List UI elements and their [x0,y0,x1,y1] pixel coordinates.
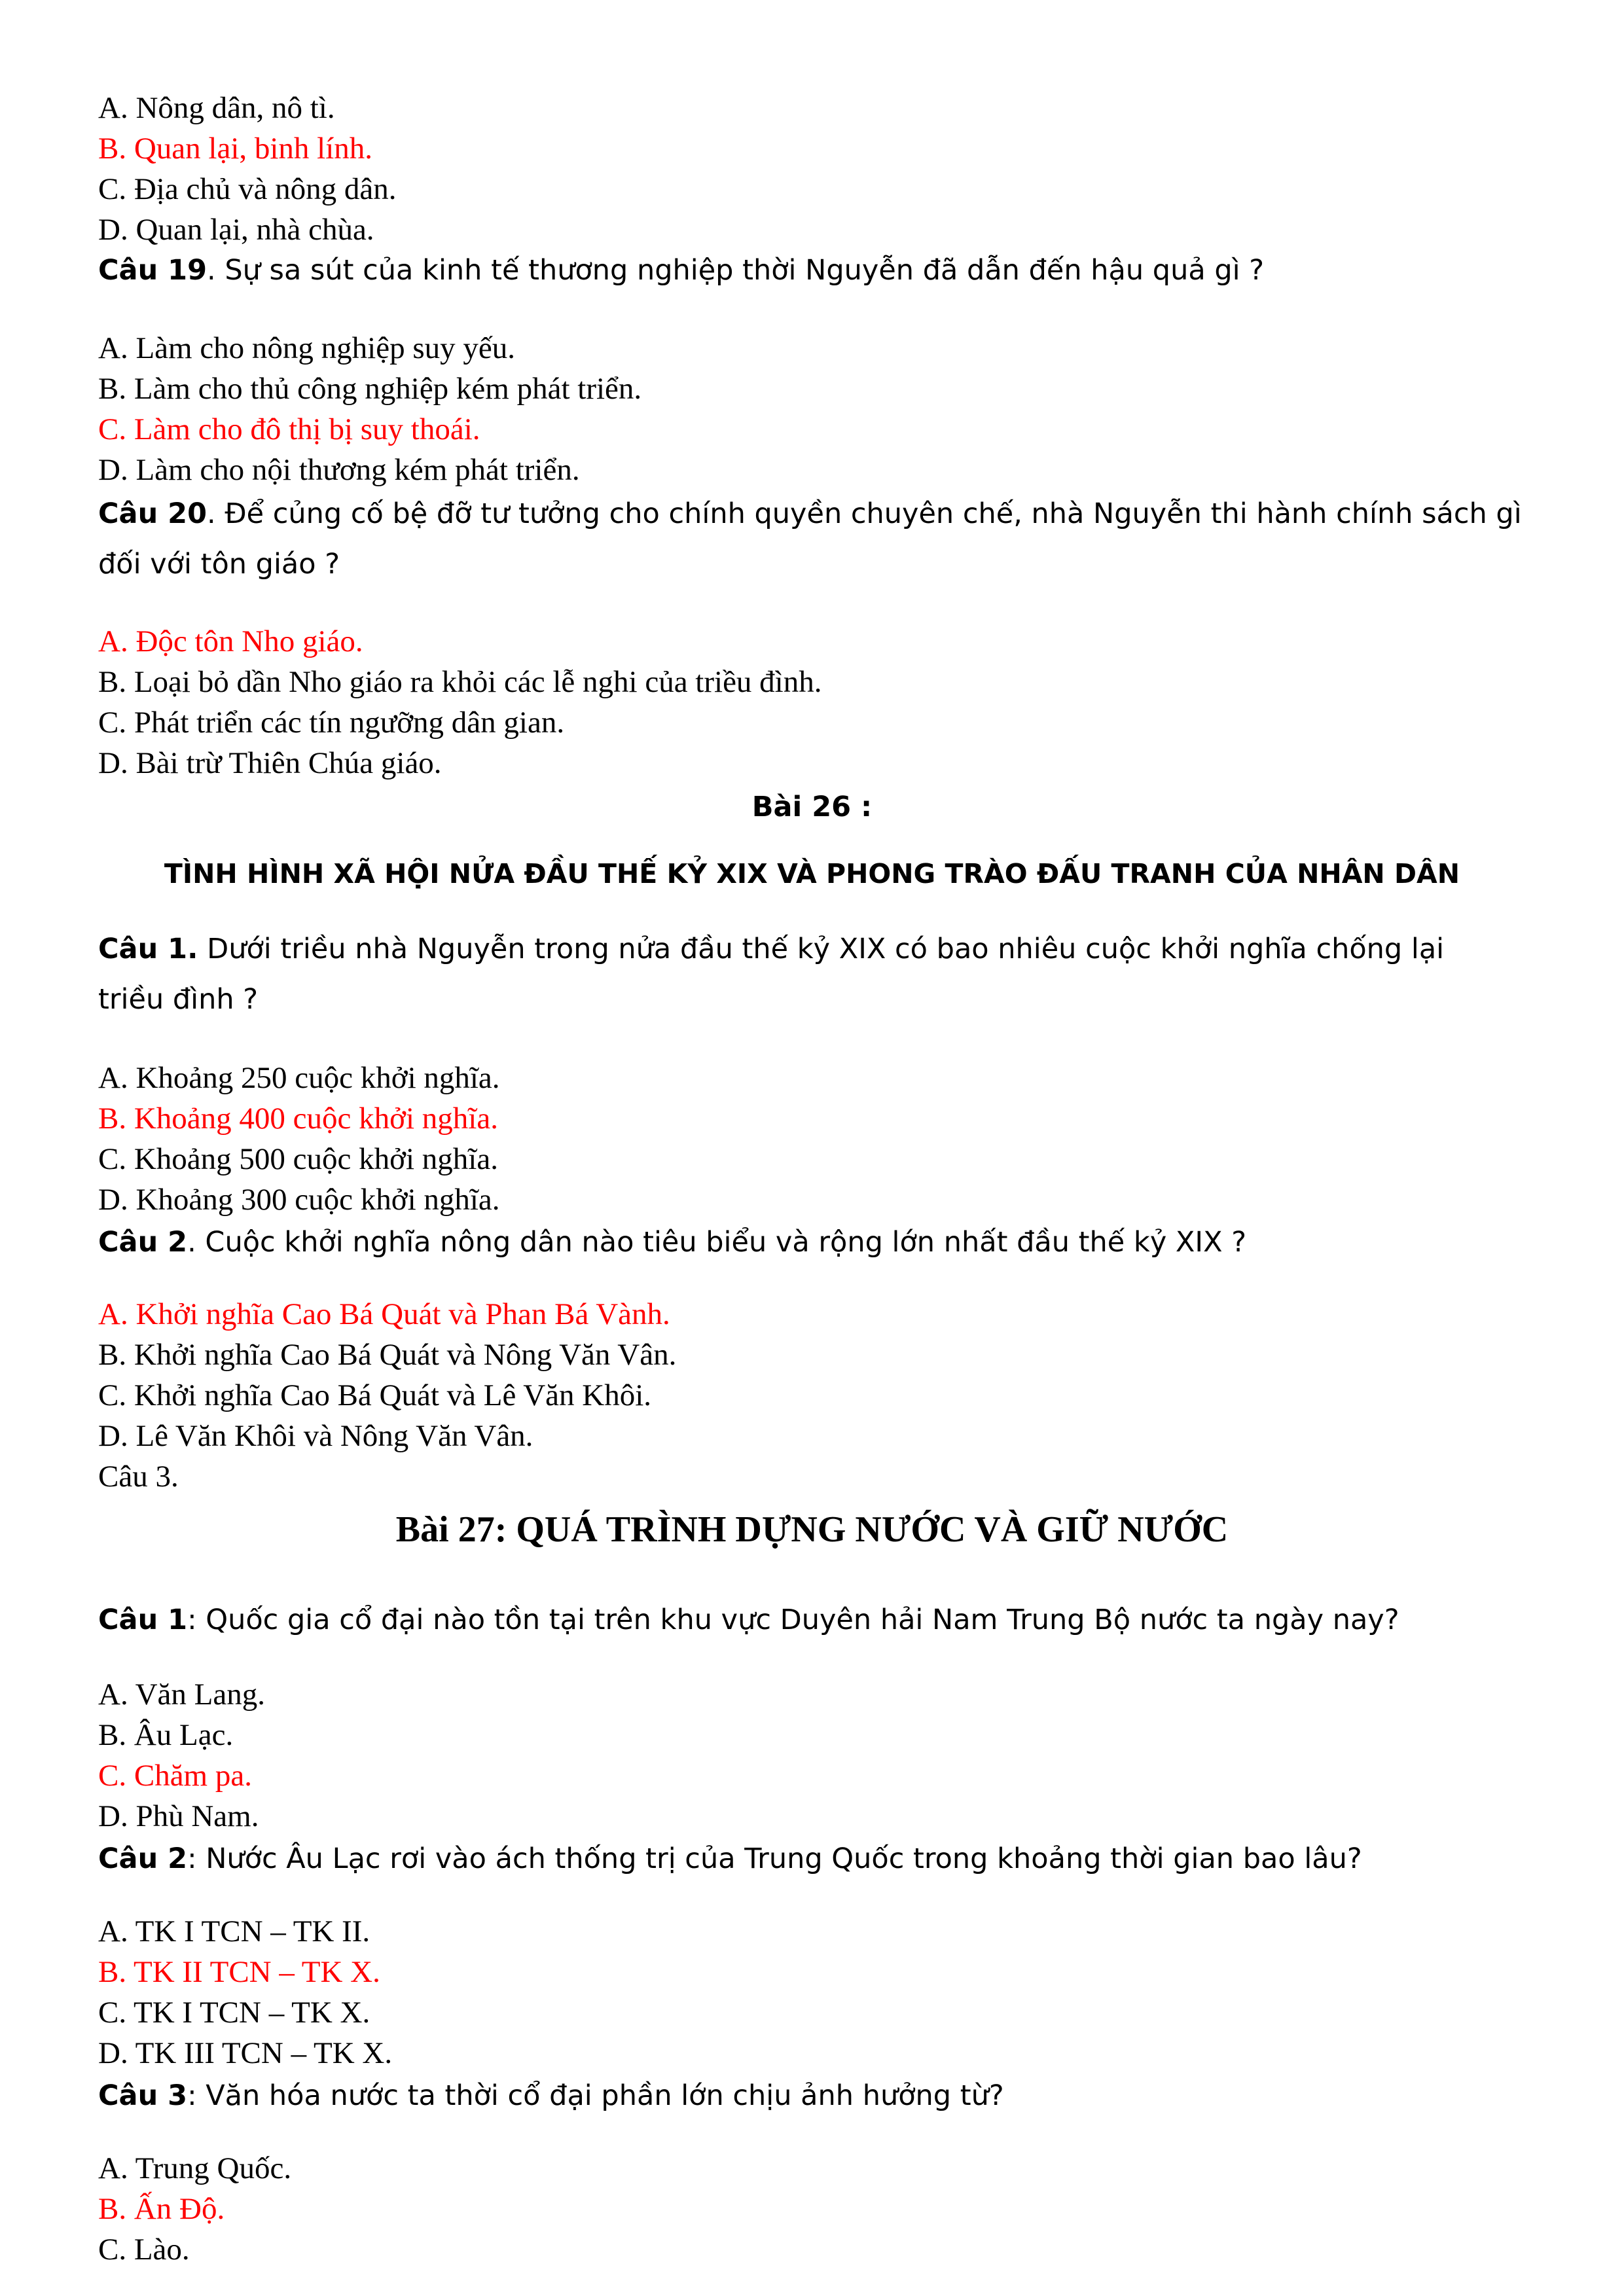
answer-option: C. TK I TCN – TK X. [98,1996,370,2030]
lesson-subheading: TÌNH HÌNH XÃ HỘI NỬA ĐẦU THẾ KỶ XIX VÀ PHONG TRÀO ĐẤU TRANH CỦA NHÂN DÂN [164,858,1460,889]
question-text: . Sự sa sút của kinh tế thương nghiệp thời Nguyễn đã dẫn đến hậu quả gì ? [207,254,1265,287]
question-1 [98,1600,1399,1640]
question-2 [98,1223,1246,1262]
answer-option: A. Trung Quốc. [98,2151,292,2185]
answer-option: B. Loại bỏ dần Nho giáo ra khỏi các lễ nghi của triều đình. [98,665,822,699]
correct-answer-option: A. Độc tôn Nho giáo. [98,624,363,658]
answer-option: D. Lê Văn Khôi và Nông Văn Vân. [98,1419,533,1453]
question-text: . Cuộc khởi nghĩa nông dân nào tiêu biểu và rộng lớn nhất đầu thế kỷ XIX ? [187,1226,1247,1259]
question-20 [98,494,1522,533]
question-label: Câu 2 [98,1842,188,1875]
question-label: Câu 3 [98,2079,188,2112]
question-text: : Quốc gia cổ đại nào tồn tại trên khu vực Duyên hải Nam Trung Bộ nước ta ngày nay? [187,1604,1399,1636]
correct-answer-option: C. Làm cho đô thị bị suy thoái. [98,412,480,446]
question-text: Dưới triều nhà Nguyễn trong nửa đầu thế kỷ XIX có bao nhiêu cuộc khởi nghĩa chống lại [198,933,1445,965]
answer-option: D. Làm cho nội thương kém phát triển. [98,453,580,487]
answer-option: C. Khởi nghĩa Cao Bá Quát và Lê Văn Khôi. [98,1378,652,1412]
question-text: : Nước Âu Lạc rơi vào ách thống trị của Trung Quốc trong khoảng thời gian bao lâu? [187,1842,1362,1875]
correct-answer-option: A. Khởi nghĩa Cao Bá Quát và Phan Bá Vành. [98,1297,670,1331]
answer-option: B. Âu Lạc. [98,1718,234,1752]
answer-option: A. TK I TCN – TK II. [98,1914,370,1948]
answer-option: A. Khoảng 250 cuộc khởi nghĩa. [98,1061,500,1095]
question-text: . Để củng cố bệ đỡ tư tưởng cho chính quyền chuyên chế, nhà Nguyễn thi hành chính sách gì [207,497,1522,530]
answer-option: D. Phù Nam. [98,1799,259,1833]
answer-option: D. Khoảng 300 cuộc khởi nghĩa. [98,1183,500,1217]
question-20-continued: đối với tôn giáo ? [98,548,340,581]
answer-option: B. Khởi nghĩa Cao Bá Quát và Nông Văn Vân. [98,1338,677,1372]
correct-answer-option: B. Khoảng 400 cuộc khởi nghĩa. [98,1102,498,1136]
question-1 [98,929,1444,969]
answer-option: A. Nông dân, nô tì. [98,91,335,125]
answer-option: A. Làm cho nông nghiệp suy yếu. [98,331,516,365]
correct-answer-option: B. Ấn Độ. [98,2192,225,2226]
question-label: Câu 20 [98,497,207,530]
answer-option: D. Quan lại, nhà chùa. [98,213,374,247]
correct-answer-option: B. Quan lại, binh lính. [98,132,373,166]
question-label: Câu 1. [98,933,198,965]
answer-option: B. Làm cho thủ công nghiệp kém phát triển. [98,372,642,406]
correct-answer-option: C. Chăm pa. [98,1759,252,1793]
question-label: Câu 2 [98,1226,188,1259]
answer-option: C. Địa chủ và nông dân. [98,172,397,206]
question-text: : Văn hóa nước ta thời cổ đại phần lớn chịu ảnh hưởng từ? [187,2079,1004,2112]
lesson-heading: Bài 27: QUÁ TRÌNH DỰNG NƯỚC VÀ GIỮ NƯỚC [395,1509,1229,1550]
answer-option: D. Bài trừ Thiên Chúa giáo. [98,746,442,780]
question-3 [98,2076,1004,2115]
question-label: Câu 1 [98,1604,188,1636]
question-19 [98,251,1264,290]
question-1-continued: triều đình ? [98,983,259,1016]
question-3-label: Câu 3. [98,1460,179,1494]
correct-answer-option: B. TK II TCN – TK X. [98,1955,380,1989]
answer-option: C. Phát triển các tín ngưỡng dân gian. [98,706,565,740]
answer-option: C. Lào. [98,2233,190,2267]
answer-option: C. Khoảng 500 cuộc khởi nghĩa. [98,1142,498,1176]
answer-option: A. Văn Lang. [98,1677,265,1712]
question-label: Câu 19 [98,254,207,287]
answer-option: D. TK III TCN – TK X. [98,2036,393,2070]
lesson-heading: Bài 26 : [751,791,873,823]
question-2 [98,1839,1362,1878]
